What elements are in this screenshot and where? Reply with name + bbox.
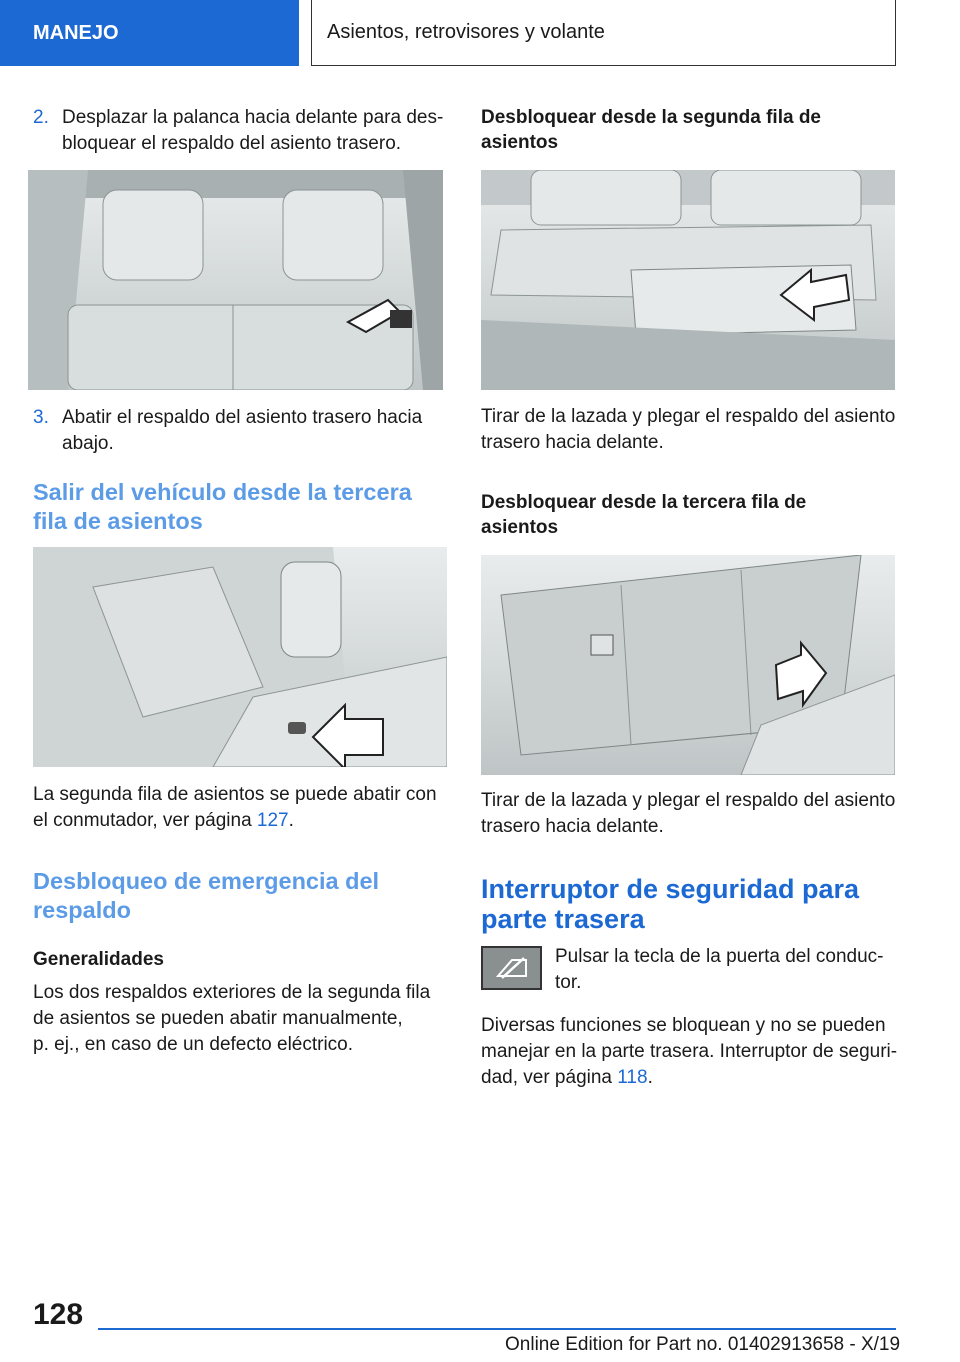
- step-text: [62, 405, 422, 457]
- safety-paragraph: [481, 1013, 897, 1091]
- subheading: [481, 105, 821, 155]
- section-label: MANEJO: [33, 21, 119, 44]
- heading-line: Desbloquear desde la segunda fila de: [481, 107, 821, 128]
- text-fragment: dad, ver página: [481, 1067, 618, 1088]
- text-line: La segunda fila de asientos se puede abatir con: [33, 784, 437, 805]
- second-row-unlock-image: [481, 170, 895, 390]
- text-line: Diversas funciones se bloquean y no se pueden: [481, 1015, 886, 1036]
- edition-note: Online Edition for Part no. 01402913658 - X/19: [505, 1334, 901, 1355]
- heading-line: Desbloquear desde la tercera fila de: [481, 492, 807, 513]
- footer-divider: [98, 1328, 896, 1330]
- page-link-127[interactable]: 127: [256, 810, 289, 831]
- text-line: manejar en la parte trasera. Interruptor de seguri-: [481, 1041, 898, 1062]
- text-line: tor.: [555, 972, 582, 993]
- text-line: Los dos respaldos exteriores de la segunda fila: [33, 982, 431, 1003]
- text-line: [33, 808, 437, 834]
- section-heading: [33, 867, 379, 925]
- chapter-title-box: [311, 0, 896, 66]
- text-fragment: el conmutador, ver página: [33, 810, 257, 831]
- heading-line: respaldo: [33, 897, 131, 923]
- text-line: bloquear el respaldo del asiento trasero.: [62, 133, 402, 154]
- third-row-exit-image: [33, 547, 447, 767]
- text-fragment: .: [288, 810, 294, 831]
- heading-line: Salir del vehículo desde la tercera: [33, 479, 412, 505]
- exit-paragraph: [33, 782, 437, 834]
- second-row-paragraph: [481, 404, 895, 456]
- heading-line: fila de asientos: [33, 508, 203, 534]
- text-line: Desplazar la palanca hacia delante para des-: [62, 107, 444, 128]
- subheading: [481, 490, 806, 540]
- heading-line: parte trasera: [481, 904, 645, 934]
- chapter-title: Asientos, retrovisores y volante: [327, 21, 605, 43]
- heading-line: Desbloqueo de emergencia del: [33, 868, 380, 894]
- page-number: 128: [33, 1298, 84, 1331]
- subheading: Generalidades: [33, 949, 164, 970]
- text-line: Tirar de la lazada y plegar el respaldo del asiento: [481, 790, 896, 811]
- text-line: Pulsar la tecla de la puerta del conduc-: [555, 946, 884, 967]
- heading-line: asientos: [481, 517, 559, 538]
- text-line: p. ej., en caso de un defecto eléctrico.: [33, 1034, 354, 1055]
- text-fragment: .: [647, 1067, 653, 1088]
- general-paragraph: [33, 980, 430, 1058]
- text-line: trasero hacia delante.: [481, 432, 664, 453]
- main-heading: [481, 874, 859, 934]
- heading-line: Interruptor de seguridad para: [481, 874, 860, 904]
- text-line: abajo.: [62, 433, 114, 454]
- text-line: Tirar de la lazada y plegar el respaldo del asiento: [481, 406, 896, 427]
- text-line: [481, 1065, 897, 1091]
- window-lock-switch-icon: [481, 946, 542, 990]
- section-heading: [33, 478, 412, 536]
- section-tab: [0, 0, 299, 66]
- third-row-paragraph: [481, 788, 895, 840]
- rear-seat-lever-image: [28, 170, 443, 390]
- switch-paragraph: [555, 944, 883, 996]
- text-line: Abatir el respaldo del asiento trasero hacia: [62, 407, 423, 428]
- text-line: de asientos se pueden abatir manualmente,: [33, 1008, 403, 1029]
- step-text: [62, 105, 443, 157]
- page-link-118[interactable]: 118: [617, 1067, 648, 1088]
- step-number: 3.: [33, 407, 49, 428]
- heading-line: asientos: [481, 132, 559, 153]
- step-number: 2.: [33, 107, 49, 128]
- text-line: trasero hacia delante.: [481, 816, 664, 837]
- third-row-unlock-image: [481, 555, 895, 775]
